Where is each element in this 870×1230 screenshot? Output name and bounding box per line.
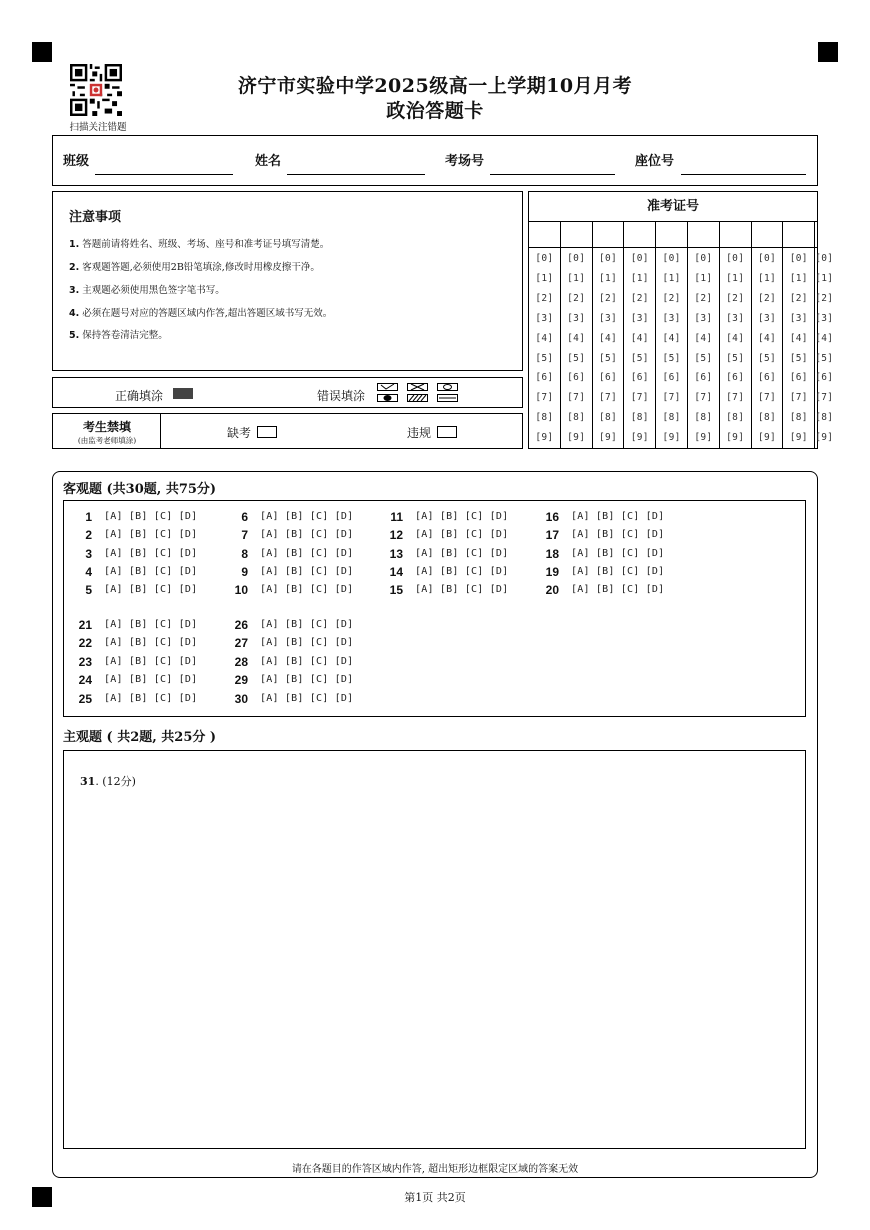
answer-options[interactable]: [A] [B] [C] [D] bbox=[571, 529, 665, 540]
admission-digit-bubble[interactable]: [5] bbox=[726, 352, 745, 364]
admission-digit-bubble[interactable]: [2] bbox=[789, 292, 808, 304]
admission-digit-bubble[interactable]: [6] bbox=[757, 372, 777, 384]
admission-digit-bubble[interactable]: [8] bbox=[789, 412, 808, 424]
admission-digit-bubble[interactable]: [9] bbox=[567, 432, 586, 444]
admission-digit-bubble[interactable]: [1] bbox=[598, 272, 618, 284]
admission-digit-bubble[interactable]: [8] bbox=[630, 412, 649, 424]
admission-digit-bubble[interactable]: [4] bbox=[630, 332, 649, 344]
admission-digit-bubble[interactable]: [2] bbox=[662, 292, 681, 304]
question-number: 18 bbox=[545, 547, 559, 561]
question-number: 23 bbox=[78, 655, 92, 669]
admission-digit-bubble[interactable]: [3] bbox=[662, 312, 681, 324]
admission-digit-input[interactable] bbox=[529, 222, 561, 248]
answer-options[interactable]: [A] [B] [C] [D] bbox=[260, 619, 354, 630]
admission-digit-bubble[interactable]: [8] bbox=[726, 412, 745, 424]
question-number: 3 bbox=[85, 547, 92, 561]
room-label: 考场号 bbox=[445, 154, 485, 169]
admission-digit-column bbox=[593, 248, 625, 448]
admission-digit-bubble[interactable]: [7] bbox=[815, 392, 834, 404]
student-info-box bbox=[52, 135, 818, 186]
answer-options[interactable]: [A] [B] [C] [D] bbox=[415, 548, 509, 559]
question-number: 25 bbox=[78, 692, 92, 706]
admission-digit-bubble[interactable]: [3] bbox=[726, 312, 745, 324]
admission-digit-bubble[interactable]: [9] bbox=[630, 432, 649, 444]
notice-box bbox=[52, 191, 523, 371]
answer-options[interactable]: [A] [B] [C] [D] bbox=[104, 674, 198, 685]
admission-digit-bubble[interactable]: [0] bbox=[598, 253, 618, 264]
card-title: 济宁市实验中学2025级高一上学期10月月考 bbox=[237, 75, 633, 97]
answer-options[interactable]: [A] [B] [C] [D] bbox=[104, 511, 198, 522]
admission-digit-bubble[interactable]: [2] bbox=[757, 292, 777, 304]
question-number: 19 bbox=[545, 565, 559, 579]
admission-digit-input[interactable] bbox=[656, 222, 688, 248]
admission-digit-column bbox=[624, 248, 656, 448]
admission-digit-input[interactable] bbox=[752, 222, 784, 248]
answer-options[interactable]: [A] [B] [C] [D] bbox=[104, 584, 198, 595]
answer-options[interactable]: [A] [B] [C] [D] bbox=[415, 511, 509, 522]
admission-digit-bubble[interactable]: [9] bbox=[535, 432, 554, 444]
qr-caption: 扫描关注错题 bbox=[69, 122, 127, 133]
question-number: 11 bbox=[390, 510, 403, 524]
question-number: 9 bbox=[241, 565, 248, 579]
admission-digit-bubble[interactable]: [1] bbox=[694, 272, 713, 284]
answer-options[interactable]: [A] [B] [C] [D] bbox=[260, 674, 354, 685]
answer-options[interactable]: [A] [B] [C] [D] bbox=[104, 693, 198, 704]
admission-digit-bubble[interactable]: [5] bbox=[630, 352, 649, 364]
admission-digit-bubble[interactable]: [5] bbox=[567, 352, 586, 364]
admission-digit-bubble[interactable]: [0] bbox=[694, 253, 713, 264]
name-label: 姓名 bbox=[255, 154, 282, 169]
correct-fill-label: 正确填涂 bbox=[115, 389, 164, 403]
admission-digit-bubble[interactable]: [0] bbox=[630, 253, 649, 264]
question-number: 7 bbox=[241, 528, 248, 542]
question-31-points: . (12分) bbox=[95, 775, 136, 788]
admission-digit-input[interactable] bbox=[815, 222, 817, 248]
admission-digit-bubble[interactable]: [8] bbox=[535, 412, 554, 424]
question-number: 22 bbox=[78, 636, 92, 650]
question-number: 1 bbox=[85, 510, 92, 524]
admission-digit-bubble[interactable]: [4] bbox=[757, 332, 777, 344]
objective-answer-box bbox=[63, 500, 806, 717]
question-number: 12 bbox=[389, 528, 403, 542]
answer-options[interactable]: [A] [B] [C] [D] bbox=[415, 566, 509, 577]
notice-item: 5. 保持答卷清洁完整。 bbox=[69, 330, 168, 341]
forbidden-box bbox=[52, 413, 523, 449]
admission-digit-bubble[interactable]: [6] bbox=[694, 372, 713, 384]
admission-digit-bubble[interactable]: [3] bbox=[567, 312, 586, 324]
question-number: 5 bbox=[85, 583, 92, 597]
question-number: 28 bbox=[234, 655, 248, 669]
admission-digit-bubble[interactable]: [5] bbox=[815, 352, 834, 364]
admission-digit-bubble[interactable]: [5] bbox=[598, 352, 618, 364]
question-number: 21 bbox=[78, 618, 92, 632]
admission-digit-bubble[interactable]: [3] bbox=[757, 312, 777, 324]
admission-digit-bubble[interactable]: [3] bbox=[694, 312, 713, 324]
absent-label: 缺考 bbox=[227, 426, 252, 440]
footer-note: 请在各题目的作答区域内作答, 超出矩形边框限定区域的答案无效 bbox=[291, 1164, 579, 1175]
question-number: 4 bbox=[85, 565, 92, 579]
admission-digit-bubble[interactable]: [1] bbox=[789, 272, 808, 284]
admission-digit-bubble[interactable]: [6] bbox=[662, 372, 681, 384]
admission-digit-bubble[interactable]: [1] bbox=[630, 272, 649, 284]
admission-digit-bubble[interactable]: [2] bbox=[567, 292, 586, 304]
class-field[interactable] bbox=[95, 174, 233, 175]
question-number: 27 bbox=[234, 636, 248, 650]
question-number: 10 bbox=[234, 583, 248, 597]
admission-digit-column bbox=[720, 248, 752, 448]
admission-digit-bubble[interactable]: [1] bbox=[815, 272, 834, 284]
admission-digit-bubble[interactable]: [3] bbox=[598, 312, 618, 324]
class-label: 班级 bbox=[63, 154, 90, 169]
admission-digit-bubble[interactable]: [1] bbox=[726, 272, 745, 284]
admission-digit-bubble[interactable]: [1] bbox=[535, 272, 554, 284]
objective-title: 客观题 (共30题, 共75分) bbox=[63, 482, 217, 497]
admission-digit-bubble[interactable]: [5] bbox=[662, 352, 681, 364]
admission-title: 准考证号 bbox=[529, 192, 817, 222]
notice-item: 1. 答题前请将姓名、班级、考场、座号和准考证号填写清楚。 bbox=[69, 239, 330, 250]
answer-options[interactable]: [A] [B] [C] [D] bbox=[104, 619, 198, 630]
answer-options[interactable]: [A] [B] [C] [D] bbox=[571, 584, 665, 595]
question-number: 17 bbox=[545, 528, 559, 542]
admission-digit-bubble[interactable]: [6] bbox=[598, 372, 618, 384]
admission-digit-bubble[interactable]: [9] bbox=[789, 432, 808, 444]
admission-digit-bubble[interactable]: [3] bbox=[535, 312, 554, 324]
admission-digit-bubble[interactable]: [7] bbox=[567, 392, 586, 404]
admission-digit-column bbox=[688, 248, 720, 448]
admission-digit-column bbox=[561, 248, 593, 448]
notice-item: 4. 必须在题号对应的答题区域内作答,超出答题区域书写无效。 bbox=[69, 308, 333, 319]
answer-options[interactable]: [A] [B] [C] [D] bbox=[260, 511, 354, 522]
admission-digit-bubble[interactable]: [0] bbox=[726, 253, 745, 264]
card-subtitle: 政治答题卡 bbox=[386, 100, 484, 122]
answer-options[interactable]: [A] [B] [C] [D] bbox=[260, 548, 354, 559]
admission-digit-bubble[interactable]: [1] bbox=[567, 272, 586, 284]
question-number: 14 bbox=[389, 565, 403, 579]
admission-digit-bubble[interactable]: [6] bbox=[535, 372, 554, 384]
admission-digit-bubble[interactable]: [1] bbox=[757, 272, 777, 284]
answer-options[interactable]: [A] [B] [C] [D] bbox=[260, 693, 354, 704]
admission-digit-bubble[interactable]: [4] bbox=[815, 332, 834, 344]
admission-digit-bubble[interactable]: [9] bbox=[815, 432, 834, 444]
admission-digit-bubble[interactable]: [7] bbox=[630, 392, 649, 404]
admission-digit-bubble[interactable]: [4] bbox=[726, 332, 745, 344]
question-number: 29 bbox=[234, 673, 248, 687]
admission-digit-bubble[interactable]: [7] bbox=[726, 392, 745, 404]
correct-fill-sample bbox=[173, 388, 193, 399]
admission-digit-input[interactable] bbox=[561, 222, 593, 248]
question-number: 30 bbox=[234, 692, 248, 706]
admission-digit-bubble[interactable]: [0] bbox=[535, 253, 554, 264]
admission-digit-bubble[interactable]: [9] bbox=[598, 432, 618, 444]
answer-options[interactable]: [A] [B] [C] [D] bbox=[571, 566, 665, 577]
admission-digit-bubble[interactable]: [3] bbox=[789, 312, 808, 324]
admission-digit-bubble[interactable]: [5] bbox=[694, 352, 713, 364]
question-number: 15 bbox=[389, 583, 403, 597]
question-31-answer-box[interactable] bbox=[63, 750, 806, 1149]
admission-digit-bubble[interactable]: [4] bbox=[662, 332, 681, 344]
violation-label: 违规 bbox=[407, 426, 432, 440]
admission-digit-column bbox=[783, 248, 834, 448]
admission-digit-bubble[interactable]: [9] bbox=[726, 432, 745, 444]
admission-digit-bubble[interactable]: [4] bbox=[789, 332, 808, 344]
admission-digit-bubble[interactable]: [1] bbox=[662, 272, 681, 284]
admission-digit-bubble[interactable]: [3] bbox=[815, 312, 834, 324]
forbidden-title: 考生禁填 bbox=[82, 420, 131, 434]
admission-digit-bubble[interactable]: [9] bbox=[757, 432, 777, 444]
admission-digit-bubble[interactable]: [8] bbox=[694, 412, 713, 424]
admission-digit-bubble[interactable]: [8] bbox=[567, 412, 586, 424]
admission-digit-bubble[interactable]: [6] bbox=[815, 372, 834, 384]
wrong-fill-samples-icon bbox=[377, 382, 461, 404]
answer-options[interactable]: [A] [B] [C] [D] bbox=[104, 548, 198, 559]
question-number: 20 bbox=[545, 583, 559, 597]
question-number: 13 bbox=[389, 547, 403, 561]
admission-digit-bubble[interactable]: [8] bbox=[662, 412, 681, 424]
admission-digit-bubble[interactable]: [2] bbox=[535, 292, 554, 304]
question-number: 8 bbox=[241, 547, 248, 561]
forbidden-title-cell bbox=[53, 414, 161, 448]
admission-digit-input[interactable] bbox=[624, 222, 656, 248]
admission-digit-bubble[interactable]: [7] bbox=[598, 392, 618, 404]
admission-digit-bubble[interactable]: [0] bbox=[789, 253, 808, 264]
admission-digit-bubble[interactable]: [9] bbox=[662, 432, 681, 444]
question-number: 24 bbox=[78, 673, 92, 687]
answer-options[interactable]: [A] [B] [C] [D] bbox=[571, 548, 665, 559]
admission-digit-bubble[interactable]: [5] bbox=[757, 352, 777, 364]
admission-number-box bbox=[528, 191, 834, 449]
admission-digit-column bbox=[656, 248, 688, 448]
room-field[interactable] bbox=[490, 174, 615, 175]
fill-example-box bbox=[52, 377, 523, 408]
admission-digit-bubble[interactable]: [8] bbox=[598, 412, 618, 424]
violation-checkbox[interactable] bbox=[437, 426, 457, 438]
question-31-label bbox=[80, 773, 136, 789]
seat-field[interactable] bbox=[681, 174, 806, 175]
admission-digit-input[interactable] bbox=[720, 222, 752, 248]
admission-digit-bubble[interactable]: [5] bbox=[535, 352, 554, 364]
admission-digit-bubble[interactable]: [3] bbox=[630, 312, 649, 324]
admission-digit-bubble[interactable]: [7] bbox=[757, 392, 777, 404]
admission-digit-bubble[interactable]: [6] bbox=[567, 372, 586, 384]
admission-digit-bubble[interactable]: [8] bbox=[815, 412, 834, 424]
answer-options[interactable]: [A] [B] [C] [D] bbox=[260, 656, 354, 667]
subjective-title: 主观题 ( 共2题, 共25分 ) bbox=[63, 730, 217, 745]
admission-digit-bubble[interactable]: [0] bbox=[567, 253, 586, 264]
answer-options[interactable]: [A] [B] [C] [D] bbox=[104, 566, 198, 577]
admission-digit-bubble[interactable]: [7] bbox=[789, 392, 808, 404]
question-number: 2 bbox=[85, 528, 92, 542]
admission-digit-column bbox=[752, 248, 784, 448]
admission-digit-bubble[interactable]: [4] bbox=[535, 332, 554, 344]
answer-options[interactable]: [A] [B] [C] [D] bbox=[104, 656, 198, 667]
admission-digit-column bbox=[529, 248, 561, 448]
answer-options[interactable]: [A] [B] [C] [D] bbox=[260, 637, 354, 648]
admission-digit-bubble[interactable]: [0] bbox=[757, 253, 777, 264]
admission-digit-input[interactable] bbox=[783, 222, 815, 248]
answer-options[interactable]: [A] [B] [C] [D] bbox=[260, 566, 354, 577]
admission-digit-input[interactable] bbox=[688, 222, 720, 248]
admission-digit-bubble[interactable]: [6] bbox=[789, 372, 808, 384]
question-31-number: 31 bbox=[80, 775, 96, 788]
answer-options[interactable]: [A] [B] [C] [D] bbox=[415, 529, 509, 540]
admission-digit-input[interactable] bbox=[593, 222, 625, 248]
answer-options[interactable]: [A] [B] [C] [D] bbox=[260, 584, 354, 595]
admission-digit-bubble[interactable]: [0] bbox=[815, 253, 834, 264]
corner-marker-top-right bbox=[818, 42, 838, 62]
admission-digit-bubble[interactable]: [6] bbox=[630, 372, 649, 384]
admission-digit-bubble[interactable]: [7] bbox=[535, 392, 554, 404]
admission-digit-bubble[interactable]: [4] bbox=[598, 332, 618, 344]
wrong-fill-label: 错误填涂 bbox=[317, 389, 366, 403]
answer-options[interactable]: [A] [B] [C] [D] bbox=[415, 584, 509, 595]
admission-digit-bubble[interactable]: [2] bbox=[726, 292, 745, 304]
admission-digit-bubble[interactable]: [7] bbox=[662, 392, 681, 404]
page-number: 第1页 共2页 bbox=[404, 1191, 466, 1204]
question-number: 6 bbox=[241, 510, 248, 524]
question-number: 26 bbox=[234, 618, 248, 632]
admission-digit-bubble[interactable]: [8] bbox=[757, 412, 777, 424]
answer-options[interactable]: [A] [B] [C] [D] bbox=[260, 529, 354, 540]
answer-options[interactable]: [A] [B] [C] [D] bbox=[571, 511, 665, 522]
question-number: 16 bbox=[545, 510, 559, 524]
admission-digit-bubble[interactable]: [4] bbox=[567, 332, 586, 344]
admission-digit-column bbox=[815, 248, 834, 448]
notice-title: 注意事项 bbox=[69, 210, 122, 225]
admission-digit-bubble[interactable]: [2] bbox=[694, 292, 713, 304]
admission-digit-bubble[interactable]: [2] bbox=[815, 292, 834, 304]
corner-marker-top-left bbox=[32, 42, 52, 62]
admission-digit-bubble[interactable]: [9] bbox=[694, 432, 713, 444]
answer-options[interactable]: [A] [B] [C] [D] bbox=[104, 637, 198, 648]
forbidden-subtitle: (由监考老师填涂) bbox=[77, 436, 137, 445]
admission-digit-bubble[interactable]: [4] bbox=[694, 332, 713, 344]
admission-digit-bubble[interactable]: [2] bbox=[630, 292, 649, 304]
admission-digit-bubble[interactable]: [7] bbox=[694, 392, 713, 404]
seat-label: 座位号 bbox=[635, 154, 675, 169]
admission-digit-bubble[interactable]: [0] bbox=[662, 253, 681, 264]
notice-item: 2. 客观题答题,必须使用2B铅笔填涂,修改时用橡皮擦干净。 bbox=[69, 262, 320, 273]
admission-digit-bubble[interactable]: [6] bbox=[726, 372, 745, 384]
absent-checkbox[interactable] bbox=[257, 426, 277, 438]
notice-item: 3. 主观题必须使用黑色签字笔书写。 bbox=[69, 285, 225, 296]
admission-digit-bubble[interactable]: [5] bbox=[789, 352, 808, 364]
answer-options[interactable]: [A] [B] [C] [D] bbox=[104, 529, 198, 540]
admission-digit-bubble[interactable]: [2] bbox=[598, 292, 618, 304]
name-field[interactable] bbox=[287, 174, 425, 175]
